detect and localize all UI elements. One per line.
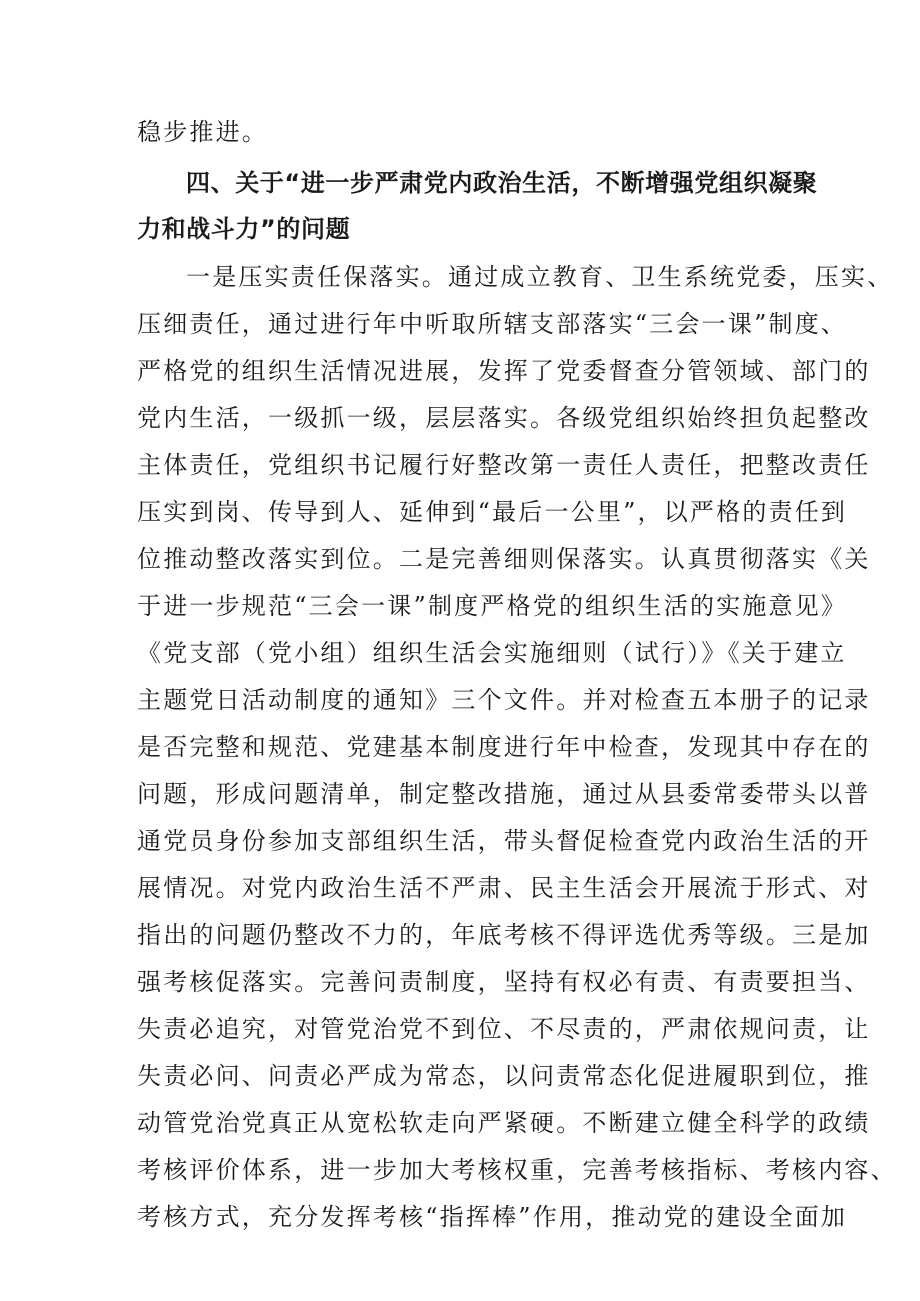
paragraph-line: 考核评价体系，进一步加大考核权重，完善考核指标、考核内容、 bbox=[137, 1156, 897, 1184]
section-heading-line-2: 力和战斗力”的问题 bbox=[137, 215, 351, 243]
paragraph-line: 失责必问、问责必严成为常态，以问责常态化促进履职到位，推 bbox=[137, 1062, 871, 1090]
paragraph-line: 动管党治党真正从宽松软走向严紧硬。不断建立健全科学的政绩 bbox=[137, 1109, 871, 1137]
paragraph-line: 考核方式，充分发挥考核“指挥棒”作用，推动党的建设全面加 bbox=[137, 1203, 848, 1231]
section-heading-line-1: 四、关于“进一步严肃党内政治生活，不断增强党组织凝聚 bbox=[186, 169, 818, 197]
paragraph-line: 主体责任，党组织书记履行好整改第一责任人责任，把整改责任 bbox=[137, 451, 871, 479]
paragraph-line: 主题党日活动制度的通知》三个文件。并对检查五本册子的记录 bbox=[137, 686, 871, 714]
paragraph-line: 于进一步规范“三会一课”制度严格党的组织生活的实施意见》 bbox=[137, 592, 848, 620]
paragraph-line: 问题，形成问题清单，制定整改措施，通过从县委常委带头以普 bbox=[137, 780, 871, 808]
paragraph-line: 严格党的组织生活情况进展，发挥了党委督查分管领域、部门的 bbox=[137, 357, 871, 385]
paragraph-line: 压细责任，通过进行年中听取所辖支部落实“三会一课”制度、 bbox=[137, 310, 848, 338]
paragraph-line: 《党支部（党小组）组织生活会实施细则（试行）》《关于建立 bbox=[137, 639, 847, 667]
paragraph-line: 党内生活，一级抓一级，层层落实。各级党组织始终担负起整改 bbox=[137, 404, 871, 432]
paragraph-line: 失责必追究，对管党治党不到位、不尽责的，严肃依规问责，让 bbox=[137, 1015, 871, 1043]
paragraph-line: 压实到岗、传导到人、延伸到“最后一公里”，以严格的责任到 bbox=[137, 498, 848, 526]
paragraph-line: 通党员身份参加支部组织生活，带头督促检查党内政治生活的开 bbox=[137, 827, 871, 855]
paragraph-line: 展情况。对党内政治生活不严肃、民主生活会开展流于形式、对 bbox=[137, 874, 871, 902]
paragraph-line: 强考核促落实。完善问责制度，坚持有权必有责、有责要担当、 bbox=[137, 968, 871, 996]
text-line-closing: 稳步推进。 bbox=[137, 118, 268, 146]
paragraph-line: 一是压实责任保落实。通过成立教育、卫生系统党委，压实、 bbox=[186, 263, 894, 291]
paragraph-line: 位推动整改落实到位。二是完善细则保落实。认真贯彻落实《关 bbox=[137, 545, 871, 573]
paragraph-line: 是否完整和规范、党建基本制度进行年中检查，发现其中存在的 bbox=[137, 733, 871, 761]
paragraph-line: 指出的问题仍整改不力的，年底考核不得评选优秀等级。三是加 bbox=[137, 921, 871, 949]
